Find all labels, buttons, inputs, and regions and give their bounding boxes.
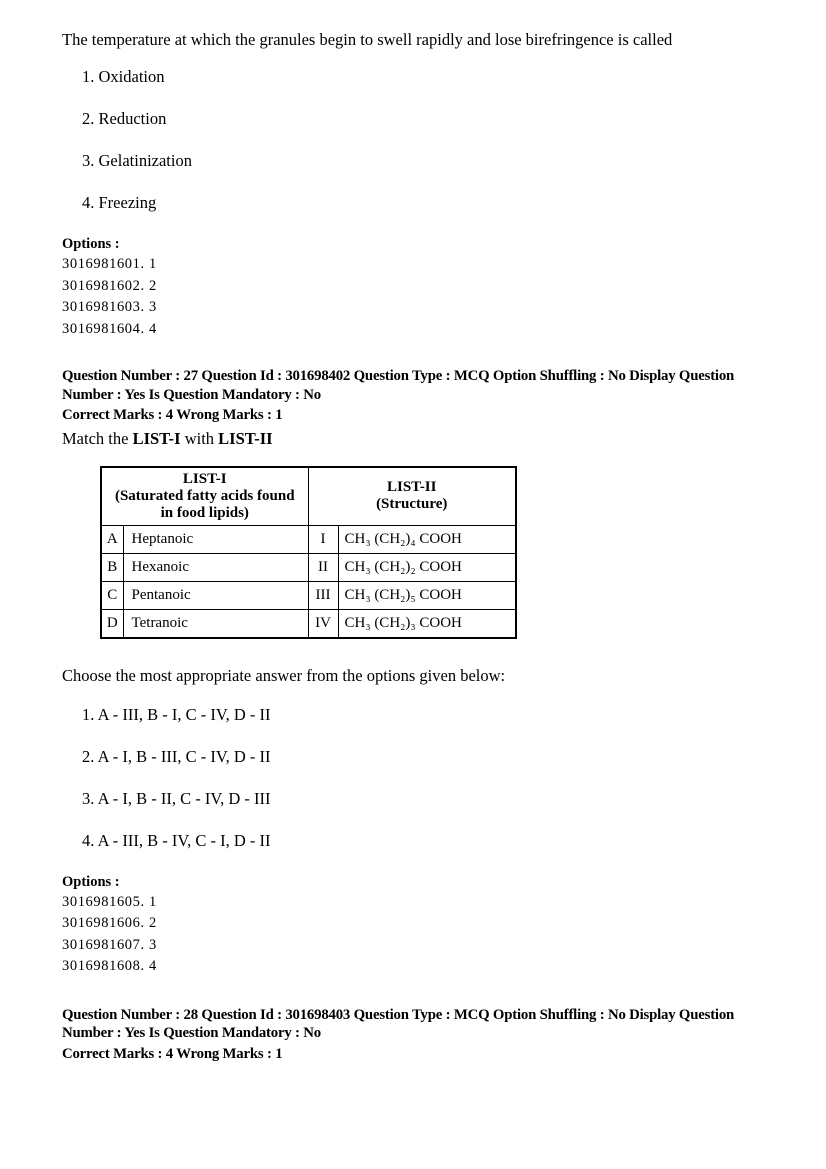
choice-list	[82, 67, 766, 213]
option-id: 3016981602. 2	[62, 277, 157, 294]
choice-item: 4. A - III, B - IV, C - I, D - II	[82, 830, 271, 850]
option-id: 3016981605. 1	[62, 893, 157, 910]
row-letter: B	[101, 553, 123, 581]
choice-item: 3. Gelatinization	[82, 151, 192, 170]
row-acid: Heptanoic	[123, 525, 308, 553]
choice-item: 2. A - I, B - III, C - IV, D - II	[82, 746, 271, 766]
row-acid: Pentanoic	[123, 581, 308, 609]
question-meta-line-1: Question Number : 28 Question Id : 301698403 Question Type : MCQ Option Shuffling : No Display Question	[62, 1006, 735, 1023]
marks-line: Correct Marks : 4 Wrong Marks : 1	[62, 1045, 283, 1062]
list2-header-title: LIST-II	[387, 479, 437, 495]
option-id: 3016981604. 4	[62, 320, 157, 337]
choice-list	[82, 705, 766, 851]
table-row	[101, 525, 516, 553]
row-acid: Tetranoic	[123, 609, 308, 638]
option-id: 3016981607. 3	[62, 936, 157, 953]
list1-header-title: LIST-I	[182, 470, 227, 487]
stem-prefix: Match the	[62, 428, 133, 448]
question-meta-line-1: Question Number : 27 Question Id : 301698402 Question Type : MCQ Option Shuffling : No Display Question	[62, 368, 735, 384]
row-structure: CH₃ (CH₂)₅ COOH	[338, 581, 516, 609]
table-row	[101, 553, 516, 581]
marks-line: Correct Marks : 4 Wrong Marks : 1	[62, 407, 283, 423]
row-roman: III	[308, 581, 338, 609]
question-meta-line-2: Number : Yes Is Question Mandatory : No	[62, 386, 321, 403]
choice-item: 2. Reduction	[82, 109, 167, 128]
choice-item: 1. A - III, B - I, C - IV, D - II	[82, 704, 271, 724]
row-acid: Hexanoic	[123, 553, 308, 581]
options-heading: Options :	[62, 236, 120, 252]
option-id: 3016981603. 3	[62, 299, 157, 315]
match-list-table	[100, 466, 517, 639]
list1-header	[101, 467, 308, 526]
question-meta	[62, 1006, 766, 1064]
stem-middle: with	[180, 428, 219, 448]
table-row	[101, 581, 516, 609]
question-text: The temperature at which the granules begin to swell rapidly and lose birefringence is called	[62, 30, 673, 49]
option-id: 3016981608. 4	[62, 958, 157, 974]
row-roman: IV	[308, 609, 338, 638]
question-28-block	[62, 1006, 766, 1064]
choose-answer-text: Choose the most appropriate answer from the options given below:	[62, 665, 506, 685]
row-structure: CH₃ (CH₂)₄ COOH	[338, 525, 516, 553]
choice-item: 3. A - I, B - II, C - IV, D - III	[82, 788, 271, 808]
row-roman: I	[308, 525, 338, 553]
option-id: 3016981606. 2	[62, 915, 157, 931]
row-structure: CH₃ (CH₂)₃ COOH	[338, 609, 516, 638]
list2-header-subtitle: (Structure)	[376, 496, 448, 512]
question-meta-line-2: Number : Yes Is Question Mandatory : No	[62, 1025, 321, 1041]
question-27-block	[62, 367, 766, 978]
row-letter: C	[101, 581, 123, 609]
choice-item: 4. Freezing	[82, 193, 157, 212]
option-id: 3016981601. 1	[62, 256, 157, 272]
question-meta	[62, 367, 766, 425]
choice-item: 1. Oxidation	[82, 67, 165, 86]
table-header-row	[101, 467, 516, 526]
row-letter: D	[101, 609, 123, 638]
row-roman: II	[308, 553, 338, 581]
row-letter: A	[101, 525, 123, 553]
row-structure: CH₃ (CH₂)₂ COOH	[338, 553, 516, 581]
list1-header-subtitle: (Saturated fatty acids found in food lipids)	[114, 487, 295, 521]
table-row	[101, 609, 516, 638]
previous-question-block	[62, 30, 766, 340]
match-stem	[62, 428, 766, 449]
stem-list1: LIST-I	[132, 428, 181, 448]
stem-list2: LIST-II	[218, 428, 273, 448]
list2-header	[308, 467, 516, 526]
options-heading: Options :	[62, 873, 120, 890]
